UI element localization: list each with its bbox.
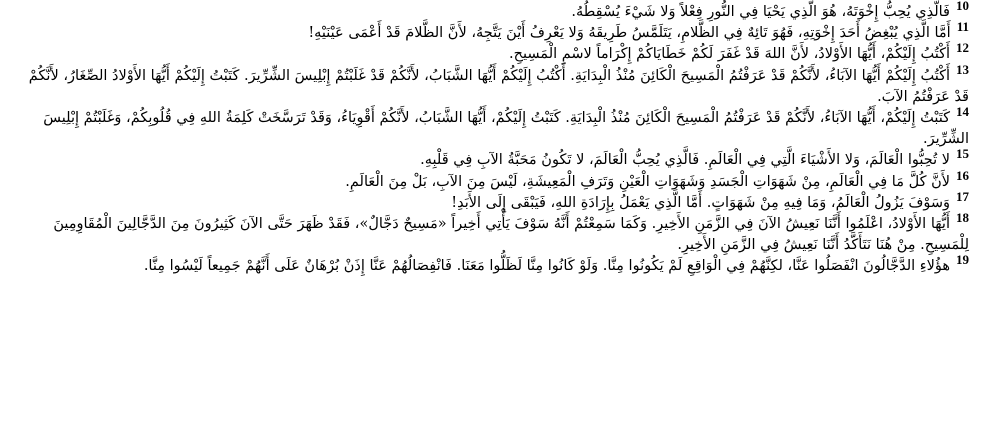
verse-text: أَكْتُبُ إِلَيْكُمْ، أَيُّهَا الأَوْلادُ، لأَنَّ اللهَ قَدْ غَفَرَ لَكُمْ خَطَايَاكُمْ إِكْرَاماً لاسْمِ الْمَسِيحِ.: [509, 46, 950, 63]
verse-text: أَكْتُبُ إِلَيْكُمْ أَيُّهَا الآبَاءُ، لأَنَّكُمْ قَدْ عَرَفْتُمُ الْمَسِيحَ الْكَائِنَ مُنْذُ الْبِدَايَةِ. أَكْتُبُ إِلَيْكُمْ أَيُّهَا الشَّبَابُ، لأَنَّكُمْ قَدْ غَلَبْتُمْ إِبْلِيسَ الشِّرِّيرَ. كَتَبْتُ إِلَيْكُمْ أَيُّهَا الأَوْلادُ الصِّغَارُ، لأَنَّكُمْ قَدْ عَرَفْتُمُ الآبَ.: [28, 67, 969, 105]
verse-16: [10, 167, 969, 193]
verse-15: [10, 146, 969, 171]
verse-text: هؤُلاءِ الدَّجَّالُونَ انْفَصَلُوا عَنَّا، لكِنَّهُمْ فِي الْوَاقِعِ لَمْ يَكُونُوا مِنَّا. وَلَوْ كَانُوا مِنَّا لَظَلُّوا مَعَنَا. فَانْفِصَالُهُمْ عَنَّا إِذَنْ بُرْهَانٌ عَلَى أَنَّهُمْ جَمِيعاً لَيْسُوا مِنَّا.: [143, 258, 950, 275]
verse-number: 18: [956, 210, 969, 226]
verse-text: لا تُحِبُّوا الْعَالَمَ، وَلا الأَشْيَاءَ الَّتِي فِي الْعَالَمِ. فَالَّذِي يُحِبُّ الْعَالَمَ، لا تَكُونُ مَحَبَّةُ الآبِ فِي قَلْبِهِ.: [420, 152, 950, 169]
verse-19: [10, 252, 969, 277]
verse-text: لأَنَّ كُلَّ مَا فِي الْعَالَمِ، مِنْ شَهَوَاتِ الْجَسَدِ وَشَهَوَاتِ الْعَيْنِ وَتَرَفِ الْمَعِيشَةِ، لَيْسَ مِنَ الآبِ، بَلْ مِنَ الْعَالَمِ.: [345, 173, 950, 190]
verse-number: 13: [956, 61, 969, 77]
verse-text: فَالَّذِي يُحِبُّ إِخْوَتَهُ، هُوَ الَّذِي يَحْيَا فِي النُّورِ فِعْلاً وَلا شَيْءَ يُسْقِطُهُ.: [571, 4, 950, 20]
verse-number: 12: [956, 40, 969, 56]
verse-12: [10, 40, 969, 65]
verse-11: [10, 19, 969, 44]
verse-text: وَسَوْفَ يَزُولُ الْعَالَمُ، وَمَا فِيهِ مِنْ شَهَوَاتٍ. أَمَّا الَّذِي يَعْمَلُ بِإِرَادَةِ اللهِ، فَيَبْقَى إِلَى الأَبَدِ!: [451, 194, 950, 211]
verse-number: 11: [956, 19, 969, 35]
verse-10: [10, 2, 969, 23]
verse-number: 16: [956, 167, 969, 183]
verse-14: [10, 104, 969, 150]
verse-text: أَمَّا الَّذِي يُبْغِضُ أَحَدَ إِخْوَتِهِ، فَهُوَ تَائِهٌ فِي الظَّلامِ، يَتَلَمَّسُ طَرِيقَهُ وَلا يَعْرِفُ أَيْنَ يَتَّجِهُ، لأَنَّ الظَّلامَ قَدْ أَعْمَى عَيْنَيْهِ!: [308, 25, 951, 42]
verse-text: أَيُّهَا الأَوْلادُ، اعْلَمُوا أَنَّنَا نَعِيشُ الآنَ فِي الزَّمَنِ الأَخِيرِ. وَكَمَا سَمِعْتُمْ أَنَّهُ سَوْفَ يَأْتِي أَخِيراً «مَسِيحٌ دَجَّالٌ»، فَقَدْ ظَهَرَ حَتَّى الآنَ كَثِيرُونَ مِنَ الدَّجَّالِينَ الْمُقَاوِمِينَ لِلْمَسِيحِ. مِنْ هُنَا نَتَأَكَّدُ أَنَّنَا نَعِيشُ فِي الزَّمَنِ الأَخِيرِ.: [53, 216, 969, 254]
verse-text: كَتَبْتُ إِلَيْكُمْ، أَيُّهَا الآبَاءُ، لأَنَّكُمْ قَدْ عَرَفْتُمُ الْمَسِيحَ الْكَائِنَ مُنْذُ الْبِدَايَةِ. كَتَبْتُ إِلَيْكُمْ، أَيُّهَا الشَّبَابُ، لأَنَّكُمْ أَقْوِيَاءُ، وَقَدْ تَرَسَّخَتْ كَلِمَةُ اللهِ فِي قُلُوبِكُمْ، وَغَلَبْتُمْ إِبْلِيسَ الشِّرِّيرَ.: [43, 110, 969, 148]
verse-number: 19: [956, 252, 969, 268]
verse-number: 14: [956, 104, 969, 120]
verse-number: 15: [956, 146, 969, 162]
verse-number: 10: [956, 0, 969, 13]
verse-13: [10, 61, 969, 108]
verse-18: [10, 210, 969, 256]
verse-number: 17: [956, 188, 969, 204]
verse-17: [10, 188, 969, 214]
